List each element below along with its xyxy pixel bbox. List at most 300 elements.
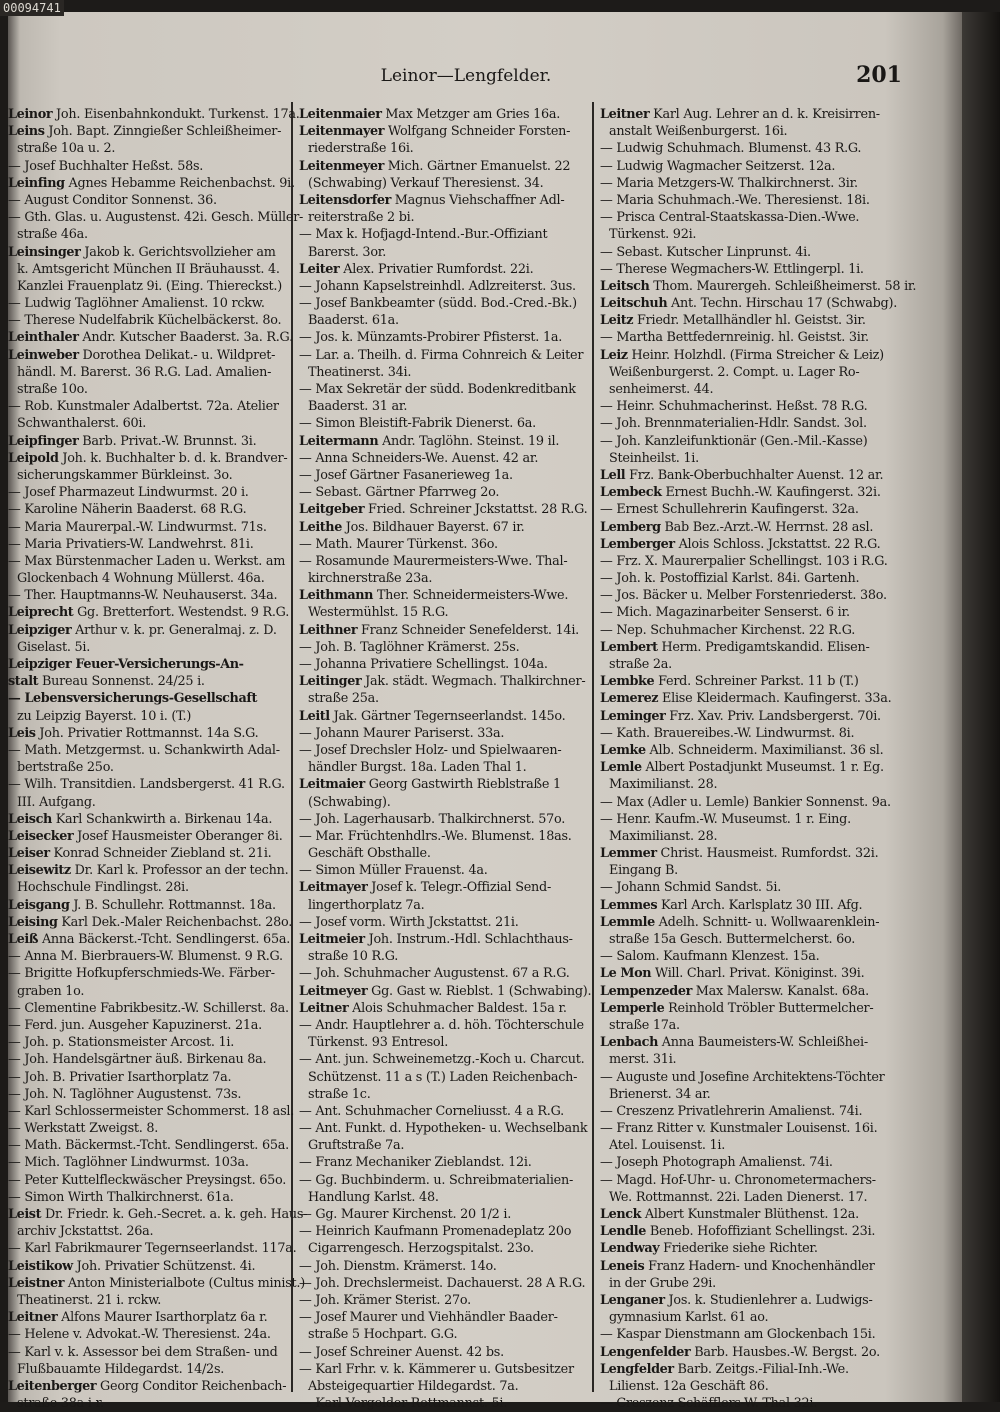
entry-text: — Simon Bleistift-Fabrik Dienerst. 6a. <box>299 416 536 432</box>
entry-text: — Nep. Schuhmacher Kirchenst. 22 R.G. <box>600 622 856 638</box>
entry-text: — Joh. N. Taglöhner Augustenst. 73s. <box>8 1086 242 1102</box>
directory-entry <box>299 570 589 587</box>
entry-text: Westermühlst. 15 R.G. <box>308 605 449 621</box>
entry-text: — Josef vorm. Wirth Jckstattst. 21i. <box>299 914 519 930</box>
entry-text: Josef Hausmeister Oberanger 8i. <box>73 828 283 844</box>
entry-surname: Lemmes <box>600 897 658 913</box>
entry-surname: Lemmle <box>600 914 655 930</box>
entry-text: — Gg. Buchbinderm. u. Schreibmaterialien- <box>299 1172 574 1188</box>
entry-text: Alb. Schneiderm. Maximilianst. 36 sl. <box>645 742 884 758</box>
entry-text: Türkenst. 93 Entresol. <box>308 1035 449 1051</box>
entry-surname: Lemmer <box>600 846 657 862</box>
directory-entry <box>299 1240 589 1257</box>
entry-text: Hochschule Findlingst. 28i. <box>17 880 189 896</box>
entry-surname: Leitenmeyer <box>299 158 384 174</box>
entry-text: — Karl v. k. Assessor bei dem Straßen- und <box>8 1344 278 1360</box>
directory-entry <box>299 415 589 432</box>
entry-text: Türkenst. 92i. <box>609 227 697 243</box>
entry-text: Adelh. Schnitt- u. Wollwaarenklein- <box>654 914 880 930</box>
directory-entry <box>8 106 300 123</box>
entry-text: — Frz. X. Maurerpalier Schellingst. 103 i R.G. <box>600 553 888 569</box>
entry-text: — Josef Gärtner Fasanerieweg 1a. <box>299 467 513 483</box>
entry-text: — Heinr. Schuhmacherinst. Heßst. 78 R.G. <box>600 399 868 415</box>
book-page <box>0 12 962 1412</box>
entry-text: — Joh. Drechslermeist. Dachauerst. 28 A R.G. <box>299 1275 586 1291</box>
entry-surname: Leiz <box>600 347 628 363</box>
entry-surname: Leis <box>8 725 36 741</box>
entry-text: Gruftstraße 7a. <box>308 1138 405 1154</box>
entry-text: Franz Schneider Senefelderst. 14i. <box>357 622 579 638</box>
directory-entry <box>600 776 900 793</box>
entry-text: Jos. Bildhauer Bayerst. 67 ir. <box>341 519 525 535</box>
entry-text: Jos. k. Studienlehrer a. Ludwigs- <box>664 1292 873 1308</box>
directory-entry <box>8 1361 287 1378</box>
directory-entry <box>600 415 900 432</box>
directory-entry <box>600 690 900 707</box>
directory-entry <box>8 811 287 828</box>
entry-text: Christ. Hausmeist. Rumfordst. 32i. <box>656 846 879 862</box>
entry-surname: Leitmaier <box>299 777 365 793</box>
entry-text: Elise Kleidermach. Kaufingerst. 33a. <box>658 691 892 707</box>
directory-entry <box>600 1103 900 1120</box>
entry-text: straße 10a u. 2. <box>17 141 116 157</box>
directory-entry <box>600 1172 900 1189</box>
entry-surname: Leitner <box>299 1000 349 1016</box>
directory-entry <box>8 1206 308 1223</box>
entry-text: straße 5 Hochpart. G.G. <box>308 1327 458 1343</box>
entry-text: Joh. Instrum.-Hdl. Schlachthaus- <box>364 932 573 947</box>
entry-text: We. Rottmannst. 22i. Laden Dienerst. 17. <box>609 1189 868 1205</box>
directory-entry <box>600 1120 900 1137</box>
directory-entry <box>299 828 589 845</box>
directory-entry <box>600 879 900 896</box>
entry-text: riederstraße 16i. <box>308 141 414 157</box>
directory-entry <box>600 158 900 175</box>
entry-text: in der Grube 29i. <box>609 1275 716 1291</box>
entry-surname: Leitermann <box>299 433 379 449</box>
entry-text: Barb. Zeitgs.-Filial-Inh.-We. <box>673 1361 849 1377</box>
directory-entry <box>600 742 900 759</box>
entry-surname: Leitner <box>8 1310 58 1326</box>
directory-entry <box>600 312 900 329</box>
entry-surname: Leitsch <box>600 278 650 294</box>
directory-entry <box>299 1137 589 1154</box>
entry-surname: Lendle <box>600 1224 646 1240</box>
directory-entry <box>8 1000 287 1017</box>
directory-entry <box>299 175 589 192</box>
entry-surname: Lendway <box>600 1241 660 1257</box>
entry-surname: Leistner <box>8 1275 65 1291</box>
directory-entry <box>299 1172 589 1189</box>
directory-entry <box>600 1189 900 1206</box>
directory-entry <box>299 1034 589 1051</box>
entry-surname: Leipziger <box>8 622 72 638</box>
entry-text: Absteigequartier Hildegardst. 7a. <box>308 1378 519 1394</box>
entry-surname: Lempenzeder <box>600 983 692 999</box>
entry-text: — Joh. Krämer Sterist. 27o. <box>299 1292 471 1308</box>
entry-text: Karl Arch. Karlsplatz 30 III. Afg. <box>657 897 863 913</box>
directory-entry <box>600 295 900 312</box>
entry-surname: Leithner <box>299 622 358 638</box>
directory-entry <box>299 347 589 364</box>
entry-surname: Lembeck <box>600 485 662 501</box>
entry-text: händl. M. Barerst. 36 R.G. Lad. Amalien- <box>17 364 272 380</box>
entry-text: Dr. Karl k. Professor an der techn. <box>70 863 289 879</box>
directory-entry <box>8 295 287 312</box>
directory-entry <box>600 1206 900 1223</box>
directory-entry <box>299 879 589 896</box>
directory-entry <box>299 673 589 690</box>
entry-text: — Math. Maurer Türkenst. 36o. <box>299 536 498 552</box>
entry-text: Joh. Privatier Rottmannst. 14a S.G. <box>35 725 259 741</box>
entry-surname: Lemperle <box>600 1000 665 1016</box>
entry-text: — Sebast. Gärtner Pfarrweg 2o. <box>299 485 500 501</box>
entry-text: — Joh. B. Taglöhner Krämerst. 25s. <box>299 639 520 655</box>
entry-surname: Leiter <box>299 261 340 277</box>
directory-entry <box>8 673 287 690</box>
directory-entry <box>600 484 900 501</box>
entry-surname: Leising <box>8 914 58 930</box>
entry-text: — Johann Kapselstreinhdl. Adlzreiterst. 3us. <box>299 278 576 294</box>
directory-entry <box>8 553 287 570</box>
entry-text: Atel. Louisenst. 1i. <box>609 1138 726 1154</box>
entry-text: — Heinrich Kaufmann Promenadeplatz 20o <box>299 1224 572 1240</box>
entry-text: Jak. Gärtner Tegernseerlandst. 145o. <box>329 708 566 724</box>
entry-text: Frz. Xav. Priv. Landsbergerst. 70i. <box>665 708 881 724</box>
directory-entry <box>600 244 900 261</box>
directory-entry <box>8 261 287 278</box>
entry-text: Arthur v. k. pr. Generalmaj. z. D. <box>71 622 277 638</box>
entry-text: Konrad Schneider Ziebland st. 21i. <box>49 846 272 862</box>
entry-text: — Ludwig Taglöhner Amalienst. 10 rckw. <box>8 296 265 312</box>
entry-text: Alex. Privatier Rumfordst. 22i. <box>339 261 534 277</box>
directory-entry <box>600 811 900 828</box>
directory-entry <box>8 587 287 604</box>
entry-text: Schützenst. 11 a s (T.) Laden Reichenbach- <box>308 1069 578 1085</box>
entry-text: — Joh. p. Stationsmeister Arcost. 1i. <box>8 1035 235 1051</box>
entry-surname: stalt <box>8 674 39 690</box>
directory-entry <box>600 914 900 931</box>
entry-text: — Creszenz Privatlehrerin Amalienst. 74i. <box>600 1103 863 1119</box>
entry-text: — Johann Maurer Pariserst. 33a. <box>299 725 505 741</box>
entry-text: — Magd. Hof-Uhr- u. Chronometermachers- <box>600 1172 876 1188</box>
page-gutter <box>0 12 8 1402</box>
entry-text: Wolfgang Schneider Forsten- <box>384 124 571 140</box>
entry-text: — Joh. k. Postoffizial Karlst. 84i. Gartenh. <box>600 571 860 587</box>
entry-text: — Jos. k. Münzamts-Probirer Pfisterst. 1a. <box>299 330 563 346</box>
entry-text: Jakob k. Gerichtsvollzieher am <box>80 244 276 260</box>
entry-surname: Leisewitz <box>8 863 71 879</box>
entry-text: Joh. Bapt. Zinngießer Schleißheimer- <box>44 124 282 140</box>
directory-entry <box>600 1361 900 1378</box>
directory-entry <box>600 192 900 209</box>
directory-entry <box>8 501 287 518</box>
entry-text: Flußbauamte Hildegardst. 14/2s. <box>17 1361 225 1377</box>
directory-entry <box>299 1120 589 1137</box>
entry-text: anstalt Weißenburgerst. 16i. <box>609 124 788 140</box>
directory-entry <box>600 364 900 381</box>
entry-text: Mich. Gärtner Emanuelst. 22 <box>383 158 571 174</box>
entry-text: — Josef Bankbeamter (südd. Bod.-Cred.-Bk.) <box>299 296 577 312</box>
directory-entry <box>299 776 589 793</box>
directory-entry <box>600 828 900 845</box>
entry-surname: Leinthaler <box>8 330 79 346</box>
entry-surname: Leipold <box>8 450 59 466</box>
entry-text: Barerst. 3or. <box>308 244 387 260</box>
directory-entry <box>600 1292 900 1309</box>
directory-entry <box>8 639 287 656</box>
directory-entry <box>8 140 287 157</box>
directory-entry <box>600 1034 900 1051</box>
entry-text: — Karl Frhr. v. k. Kämmerer u. Gutsbesitzer <box>299 1361 574 1377</box>
entry-text: gymnasium Karlst. 61 ao. <box>609 1310 769 1326</box>
directory-entry <box>600 1223 900 1240</box>
entry-text: — Mar. Früchtenhdlrs.-We. Blumenst. 18as. <box>299 828 572 844</box>
entry-text: k. Amtsgericht München II Bräuhausst. 4. <box>17 261 280 277</box>
entry-text: Albert Kunstmaler Blüthenst. 12a. <box>641 1207 859 1222</box>
directory-column-2 <box>299 106 592 1412</box>
entry-text: — Johann Schmid Sandst. 5i. <box>600 880 782 896</box>
entry-surname: Leitenmaier <box>299 107 382 122</box>
entry-text: Anton Ministerialbote (Cultus minist.) <box>64 1275 305 1291</box>
directory-entry <box>600 106 900 123</box>
entry-text: — Max k. Hofjagd-Intend.-Bur.-Offiziant <box>299 227 548 243</box>
directory-entry <box>600 1378 900 1395</box>
directory-entry <box>600 226 900 243</box>
entry-text: straße 46a. <box>17 227 88 243</box>
directory-entry <box>8 965 287 982</box>
directory-entry <box>600 1154 900 1171</box>
directory-entry <box>8 312 287 329</box>
directory-entry <box>600 983 900 1000</box>
entry-surname: Lengfelder <box>600 1361 674 1377</box>
running-head: Leinor—Lengfelder. <box>380 66 552 86</box>
directory-entry <box>8 1189 287 1206</box>
directory-entry <box>600 708 900 725</box>
directory-column-3 <box>600 106 917 1412</box>
entry-text: — Ther. Hauptmanns-W. Neuhauserst. 34a. <box>8 588 278 604</box>
entry-text: — Creszenz Schäfflers-W. Thal 32i. <box>600 1396 818 1412</box>
entry-text: straße 1c. <box>308 1086 371 1102</box>
directory-entry <box>8 192 287 209</box>
directory-entry <box>8 1017 287 1034</box>
entry-text: Bab Bez.-Arzt.-W. Herrnst. 28 asl. <box>660 519 874 535</box>
directory-entry <box>600 278 917 295</box>
entry-text: — Mich. Magazinarbeiter Senserst. 6 ir. <box>600 605 850 621</box>
directory-entry <box>600 175 900 192</box>
directory-entry <box>600 553 900 570</box>
directory-entry <box>600 845 900 862</box>
entry-text: Dr. Friedr. k. Geh.-Secret. a. k. geh. Haus- <box>41 1207 308 1222</box>
entry-text: sicherungskammer Bürkleinst. 3o. <box>17 467 233 483</box>
directory-entry <box>8 725 287 742</box>
entry-text: — Martha Bettfedernreinig. hl. Geistst. 3ir. <box>600 330 869 346</box>
entry-text: Andr. Taglöhn. Steinst. 19 il. <box>378 433 560 449</box>
directory-entry <box>299 106 589 123</box>
directory-entry <box>8 1172 287 1189</box>
entry-surname: Leitz <box>600 313 634 329</box>
directory-entry <box>8 776 287 793</box>
entry-surname: Lemerez <box>600 691 659 707</box>
directory-entry <box>600 329 900 346</box>
directory-entry <box>299 1086 589 1103</box>
entry-text: — Josef Maurer und Viehhändler Baader- <box>299 1310 558 1326</box>
directory-entry <box>8 828 287 845</box>
entry-text: — Salom. Kaufmann Klenzest. 15a. <box>600 949 820 965</box>
directory-entry <box>299 312 589 329</box>
entry-text: Baaderst. 61a. <box>308 313 399 329</box>
entry-text: — Ferd. jun. Ausgeher Kapuzinerst. 21a. <box>8 1017 262 1033</box>
entry-text: reiterstraße 2 bi. <box>308 210 415 226</box>
entry-surname: Leminger <box>600 708 666 724</box>
entry-text: Andr. Kutscher Baaderst. 3a. R.G. <box>78 330 293 346</box>
entry-text: Brienerst. 34 ar. <box>609 1086 711 1102</box>
directory-entry <box>600 450 900 467</box>
entry-text: Ant. Techn. Hirschau 17 (Schwabg). <box>667 296 898 312</box>
entry-surname: Leitl <box>299 708 330 724</box>
directory-entry <box>8 1240 297 1257</box>
entry-text: — Joh. Dienstm. Krämerst. 14o. <box>299 1258 497 1274</box>
scan-id-label: 00094741 <box>0 0 64 16</box>
entry-text: Anna Bäckerst.-Tcht. Sendlingerst. 65a. <box>38 932 291 947</box>
entry-text: Glockenbach 4 Wohnung Müllerst. 46a. <box>17 571 265 587</box>
directory-entry <box>600 1326 900 1343</box>
directory-entry <box>299 931 589 948</box>
directory-entry <box>299 192 589 209</box>
entry-surname: Lenck <box>600 1207 642 1222</box>
directory-entry <box>600 794 900 811</box>
entry-text: — Josef Buchhalter Heßst. 58s. <box>8 158 204 174</box>
entry-text: Albert Postadjunkt Museumst. 1 r. Eg. <box>641 760 884 776</box>
entry-text: — Joseph Photograph Amalienst. 74i. <box>600 1155 833 1171</box>
entry-surname: Lell <box>600 467 626 483</box>
directory-entry <box>600 1000 900 1017</box>
entry-text: Baaderst. 31 ar. <box>308 399 408 415</box>
directory-entry <box>8 278 287 295</box>
entry-text: Giselast. 5i. <box>17 639 91 655</box>
directory-entry <box>8 175 295 192</box>
entry-text: — Ludwig Wagmacher Seitzerst. 12a. <box>600 158 836 174</box>
directory-entry <box>299 467 589 484</box>
column-divider <box>592 102 594 1392</box>
entry-text: Handlung Karlst. 48. <box>308 1189 439 1205</box>
entry-text: — Gg. Maurer Kirchenst. 20 1/2 i. <box>299 1207 512 1222</box>
entry-surname: Lengenfelder <box>600 1344 691 1360</box>
entry-text: — Mich. Taglöhner Lindwurmst. 103a. <box>8 1155 249 1171</box>
directory-entry <box>299 1361 589 1378</box>
entry-text: Beneb. Hofoffiziant Schellingst. 23i. <box>646 1224 876 1240</box>
entry-text: — Anna M. Bierbrauers-W. Blumenst. 9 R.G. <box>8 949 283 965</box>
directory-entry <box>8 123 287 140</box>
entry-text: Steinheilst. 1i. <box>609 450 699 466</box>
directory-entry <box>8 759 287 776</box>
directory-entry <box>8 226 287 243</box>
directory-entry <box>8 415 287 432</box>
entry-surname: Leisgang <box>8 897 70 913</box>
directory-entry <box>299 553 589 570</box>
entry-surname: Leneis <box>600 1258 645 1274</box>
entry-text: straße 25a. <box>308 691 379 707</box>
directory-entry <box>600 398 900 415</box>
entry-surname: Lemle <box>600 760 642 776</box>
directory-entry <box>600 604 900 621</box>
entry-text: Ther. Schneidermeisters-Wwe. <box>373 588 569 604</box>
entry-surname: Leinfing <box>8 175 65 191</box>
entry-text: Karl Dek.-Maler Reichenbachst. 28o. <box>57 914 293 930</box>
entry-text: — Ant. Funkt. d. Hypotheken- u. Wechselbank <box>299 1121 588 1137</box>
directory-entry <box>299 450 589 467</box>
entry-text: — Josef Drechsler Holz- und Spielwaaren- <box>299 742 562 758</box>
directory-entry <box>8 1069 287 1086</box>
entry-text: Eingang B. <box>609 863 678 879</box>
directory-entry <box>600 381 900 398</box>
entry-text: Magnus Viehschaffner Adl- <box>390 192 565 208</box>
entry-text: Karl Schankwirth a. Birkenau 14a. <box>51 811 273 827</box>
directory-entry <box>299 398 589 415</box>
directory-entry <box>8 931 291 948</box>
directory-entry <box>8 398 287 415</box>
entry-text: — Ant. jun. Schweinemetzg.-Koch u. Charcut. <box>299 1052 585 1068</box>
directory-entry <box>8 1223 287 1240</box>
directory-entry <box>299 914 589 931</box>
directory-entry <box>299 983 592 1000</box>
entry-text: — Clementine Fabrikbesitz.-W. Schillerst. 8a. <box>8 1000 289 1016</box>
directory-entry <box>600 536 900 553</box>
entry-text: — Franz Mechaniker Zieblandst. 12i. <box>299 1155 532 1171</box>
entry-text: — Joh. B. Privatier Isarthorplatz 7a. <box>8 1069 232 1085</box>
entry-surname: Leitenberger <box>8 1378 97 1394</box>
directory-entry <box>600 673 900 690</box>
directory-entry <box>299 1223 589 1240</box>
directory-entry <box>299 1326 589 1343</box>
directory-entry <box>299 639 589 656</box>
directory-entry <box>8 1326 287 1343</box>
entry-text: — Auguste und Josefine Architektens-Töchter <box>600 1069 885 1085</box>
entry-text: — Werkstatt Zweigst. 8. <box>8 1121 159 1137</box>
directory-entry <box>299 329 589 346</box>
entry-text: (Schwabing). <box>308 794 391 810</box>
entry-text: — Joh. Schuhmacher Augustenst. 67 a R.G. <box>299 966 570 982</box>
entry-surname: Leitensdorfer <box>299 192 391 208</box>
directory-entry <box>8 467 287 484</box>
entry-text: kirchnerstraße 23a. <box>308 571 433 587</box>
entry-surname: Leinsinger <box>8 244 81 260</box>
directory-entry <box>600 948 900 965</box>
entry-text: Will. Charl. Privat. Königinst. 39i. <box>651 966 865 982</box>
directory-entry <box>600 656 900 673</box>
entry-text: Heinr. Holzhdl. (Firma Streicher & Leiz) <box>627 347 884 363</box>
entry-text: Jak. städt. Wegmach. Thalkirchner- <box>361 674 586 690</box>
directory-entry <box>299 484 589 501</box>
entry-text: — Therese Nudelfabrik Küchelbäckerst. 8o. <box>8 313 282 329</box>
directory-entry <box>299 226 589 243</box>
directory-entry <box>600 347 900 364</box>
entry-text: — August Conditor Sonnenst. 36. <box>8 192 217 208</box>
entry-text: — Rob. Kunstmaler Adalbertst. 72a. Atelier <box>8 399 279 415</box>
directory-entry <box>600 467 900 484</box>
entry-surname: Leitgeber <box>299 502 365 518</box>
directory-entry <box>8 1034 287 1051</box>
directory-entry <box>8 656 287 673</box>
directory-entry <box>8 244 287 261</box>
directory-entry <box>299 278 589 295</box>
directory-entry <box>8 450 287 467</box>
directory-entry <box>8 536 287 553</box>
entry-text: senheimerst. 44. <box>609 382 714 397</box>
entry-text: Barb. Hausbes.-W. Bergst. 2o. <box>690 1344 880 1360</box>
directory-entry <box>299 759 589 776</box>
entry-text: straße 38a i r. <box>17 1396 104 1412</box>
